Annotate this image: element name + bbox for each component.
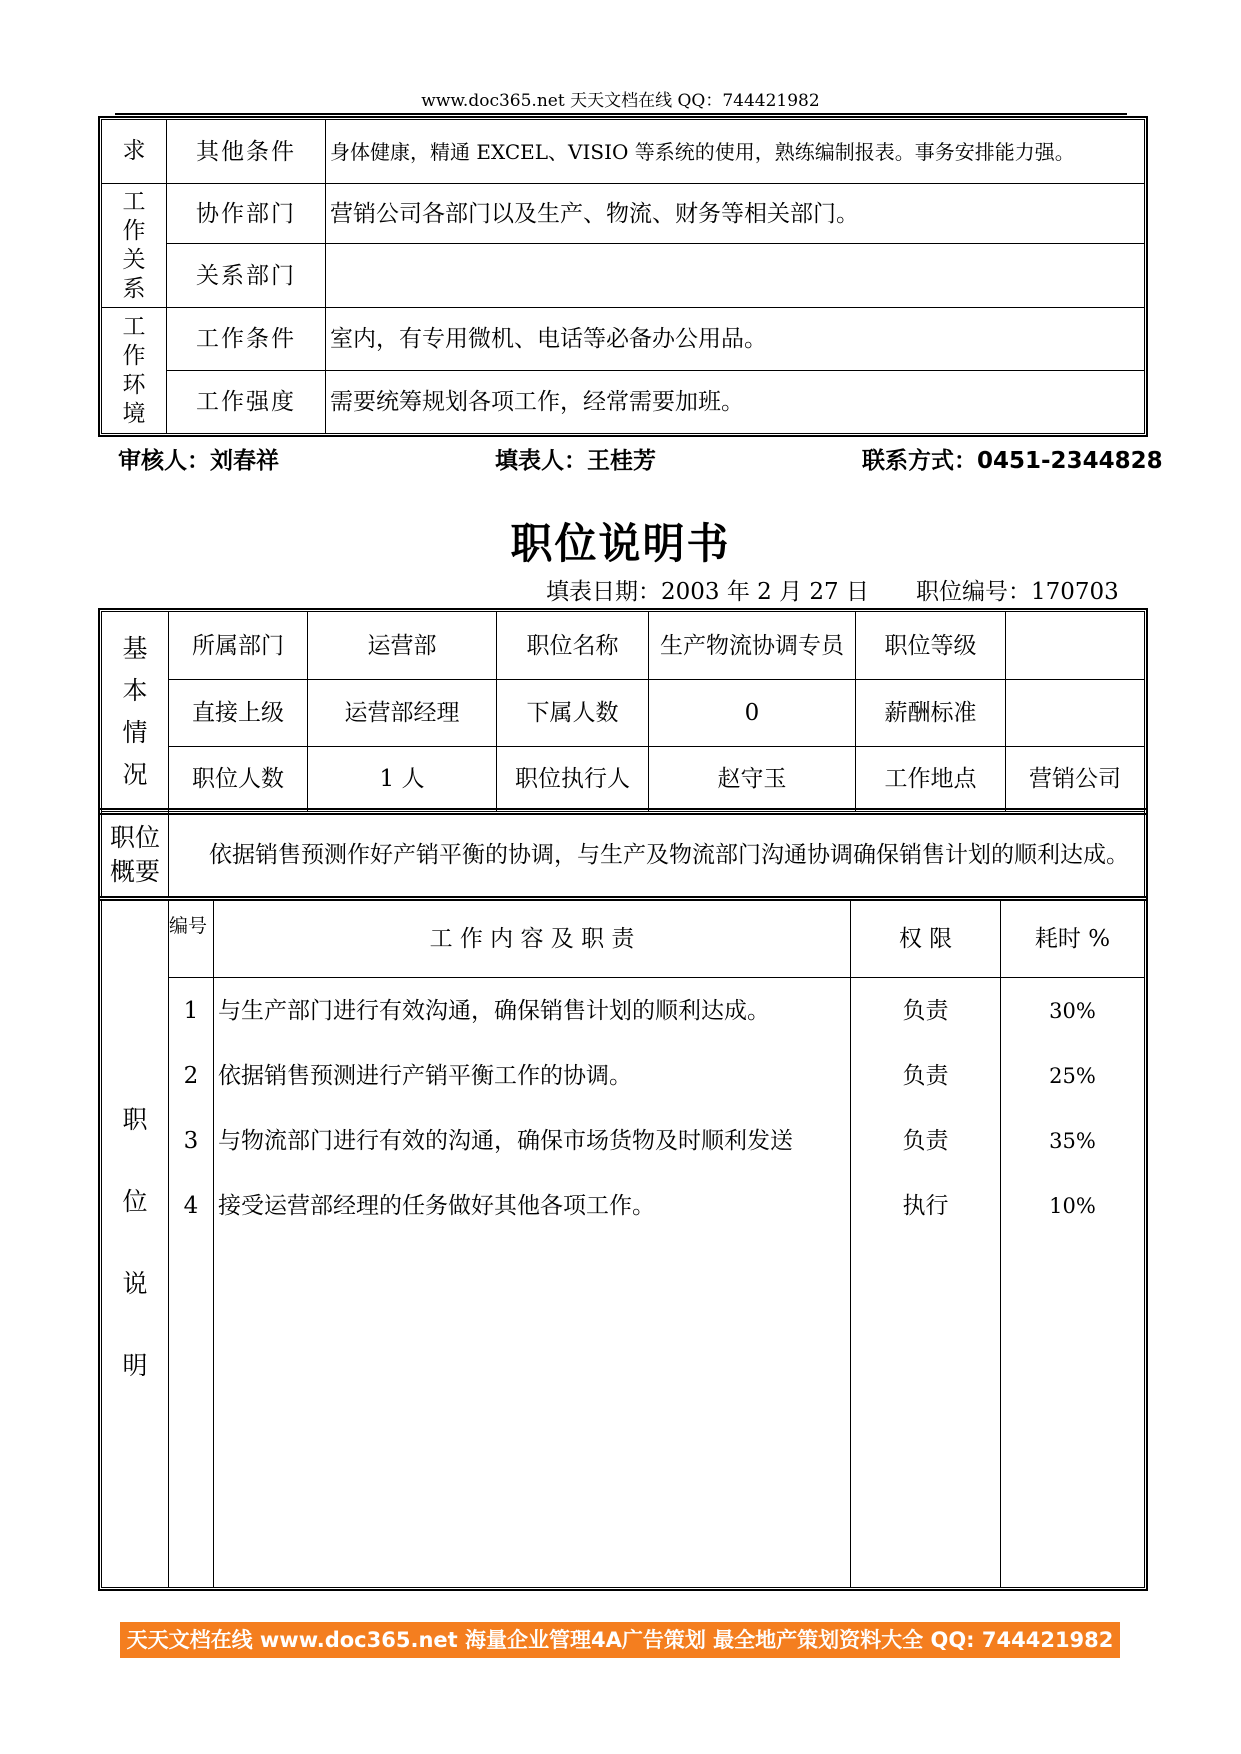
table-header-row	[102, 900, 1145, 978]
duties-table	[101, 899, 1145, 1588]
field-label: 职位名称	[497, 612, 649, 680]
field-value: 运营部	[308, 612, 497, 680]
column-header-no: 编号	[169, 900, 214, 978]
group-label-work-relations: 工 作 关 系	[102, 184, 167, 308]
duty-no: 1	[169, 978, 214, 1044]
field-value: 赵守玉	[649, 747, 856, 812]
row-label: 工作条件	[167, 308, 326, 371]
duty-authority: 负责	[851, 1108, 1001, 1173]
table-row	[102, 371, 1145, 434]
previous-section-table	[101, 119, 1145, 434]
table-row	[102, 244, 1145, 308]
field-label: 下属人数	[497, 680, 649, 747]
table-row	[102, 308, 1145, 371]
section-label-duties: 职 位 说 明	[102, 900, 169, 1588]
row-label: 关系部门	[167, 244, 326, 308]
basic-info-table	[101, 611, 1145, 812]
fill-date: 填表日期：2003 年 2 月 27 日	[546, 579, 869, 605]
field-value: 0	[649, 680, 856, 747]
group-label-requirements: 求	[102, 120, 167, 184]
table-row	[102, 1108, 1145, 1173]
field-value: 1 人	[308, 747, 497, 812]
table-row	[102, 680, 1145, 747]
field-label: 职位等级	[856, 612, 1006, 680]
column-header-authority: 权 限	[851, 900, 1001, 978]
summary-text: 依据销售预测作好产销平衡的协调，与生产及物流部门沟通协调确保销售计划的顺利达成。	[169, 812, 1145, 898]
section-label-basic-info: 基 本 情 况	[102, 612, 169, 812]
document-title: 职位说明书	[510, 519, 731, 568]
row-value: 营销公司各部门以及生产、物流、财务等相关部门。	[326, 184, 1145, 244]
field-value	[1006, 680, 1145, 747]
field-label: 职位执行人	[497, 747, 649, 812]
footer-banner: 天天文档在线 www.doc365.net 海量企业管理4A广告策划 最全地产策划资料大全 QQ: 744421982	[120, 1622, 1120, 1658]
table-row	[102, 812, 1145, 898]
row-value	[326, 244, 1145, 308]
column-header-time: 耗时 %	[1001, 900, 1145, 978]
reviewer-signature: 审核人：刘春祥	[118, 448, 279, 474]
empty-cell	[851, 1238, 1001, 1587]
duty-time: 35%	[1001, 1108, 1145, 1173]
duty-no: 3	[169, 1108, 214, 1173]
empty-cell	[169, 1238, 214, 1587]
field-value	[1006, 612, 1145, 680]
table-row	[102, 978, 1145, 1044]
table-row-empty	[102, 1238, 1145, 1587]
row-value: 身体健康，精通 EXCEL、VISIO 等系统的使用，熟练编制报表。事务安排能力强。	[326, 120, 1145, 184]
filler-signature: 填表人：王桂芳	[495, 448, 656, 474]
table-row	[102, 612, 1145, 680]
field-value: 生产物流协调专员	[649, 612, 856, 680]
duty-content: 依据销售预测进行产销平衡工作的协调。	[214, 1043, 851, 1108]
contact-info: 联系方式：0451-2344828	[862, 448, 1163, 474]
table-row	[102, 1043, 1145, 1108]
position-code: 职位编号：170703	[916, 579, 1119, 605]
field-label: 工作地点	[856, 747, 1006, 812]
empty-cell	[214, 1238, 851, 1587]
duty-content: 接受运营部经理的任务做好其他各项工作。	[214, 1173, 851, 1238]
duty-time: 10%	[1001, 1173, 1145, 1238]
empty-cell	[1001, 1238, 1145, 1587]
duty-content: 与物流部门进行有效的沟通，确保市场货物及时顺利发送	[214, 1108, 851, 1173]
section-label-summary: 职位 概要	[102, 812, 169, 898]
field-label: 薪酬标准	[856, 680, 1006, 747]
row-value: 室内，有专用微机、电话等必备办公用品。	[326, 308, 1145, 371]
table-row	[102, 1173, 1145, 1238]
duty-no: 4	[169, 1173, 214, 1238]
duty-time: 30%	[1001, 978, 1145, 1044]
field-value: 运营部经理	[308, 680, 497, 747]
duty-authority: 负责	[851, 1043, 1001, 1108]
duty-content: 与生产部门进行有效沟通，确保销售计划的顺利达成。	[214, 978, 851, 1044]
field-label: 所属部门	[169, 612, 308, 680]
table-row	[102, 120, 1145, 184]
row-value: 需要统筹规划各项工作，经常需要加班。	[326, 371, 1145, 434]
row-label: 其他条件	[167, 120, 326, 184]
duty-no: 2	[169, 1043, 214, 1108]
page-header-text: www.doc365.net 天天文档在线 QQ：744421982	[421, 91, 820, 111]
table-row	[102, 184, 1145, 244]
group-label-work-environment: 工 作 环 境	[102, 308, 167, 434]
duty-authority: 执行	[851, 1173, 1001, 1238]
column-header-content: 工 作 内 容 及 职 责	[214, 900, 851, 978]
field-label: 职位人数	[169, 747, 308, 812]
summary-table	[101, 811, 1145, 898]
field-label: 直接上级	[169, 680, 308, 747]
table-row	[102, 747, 1145, 812]
row-label: 协作部门	[167, 184, 326, 244]
field-value: 营销公司	[1006, 747, 1145, 812]
header-rule	[115, 113, 1127, 115]
duty-time: 25%	[1001, 1043, 1145, 1108]
row-label: 工作强度	[167, 371, 326, 434]
duty-authority: 负责	[851, 978, 1001, 1044]
